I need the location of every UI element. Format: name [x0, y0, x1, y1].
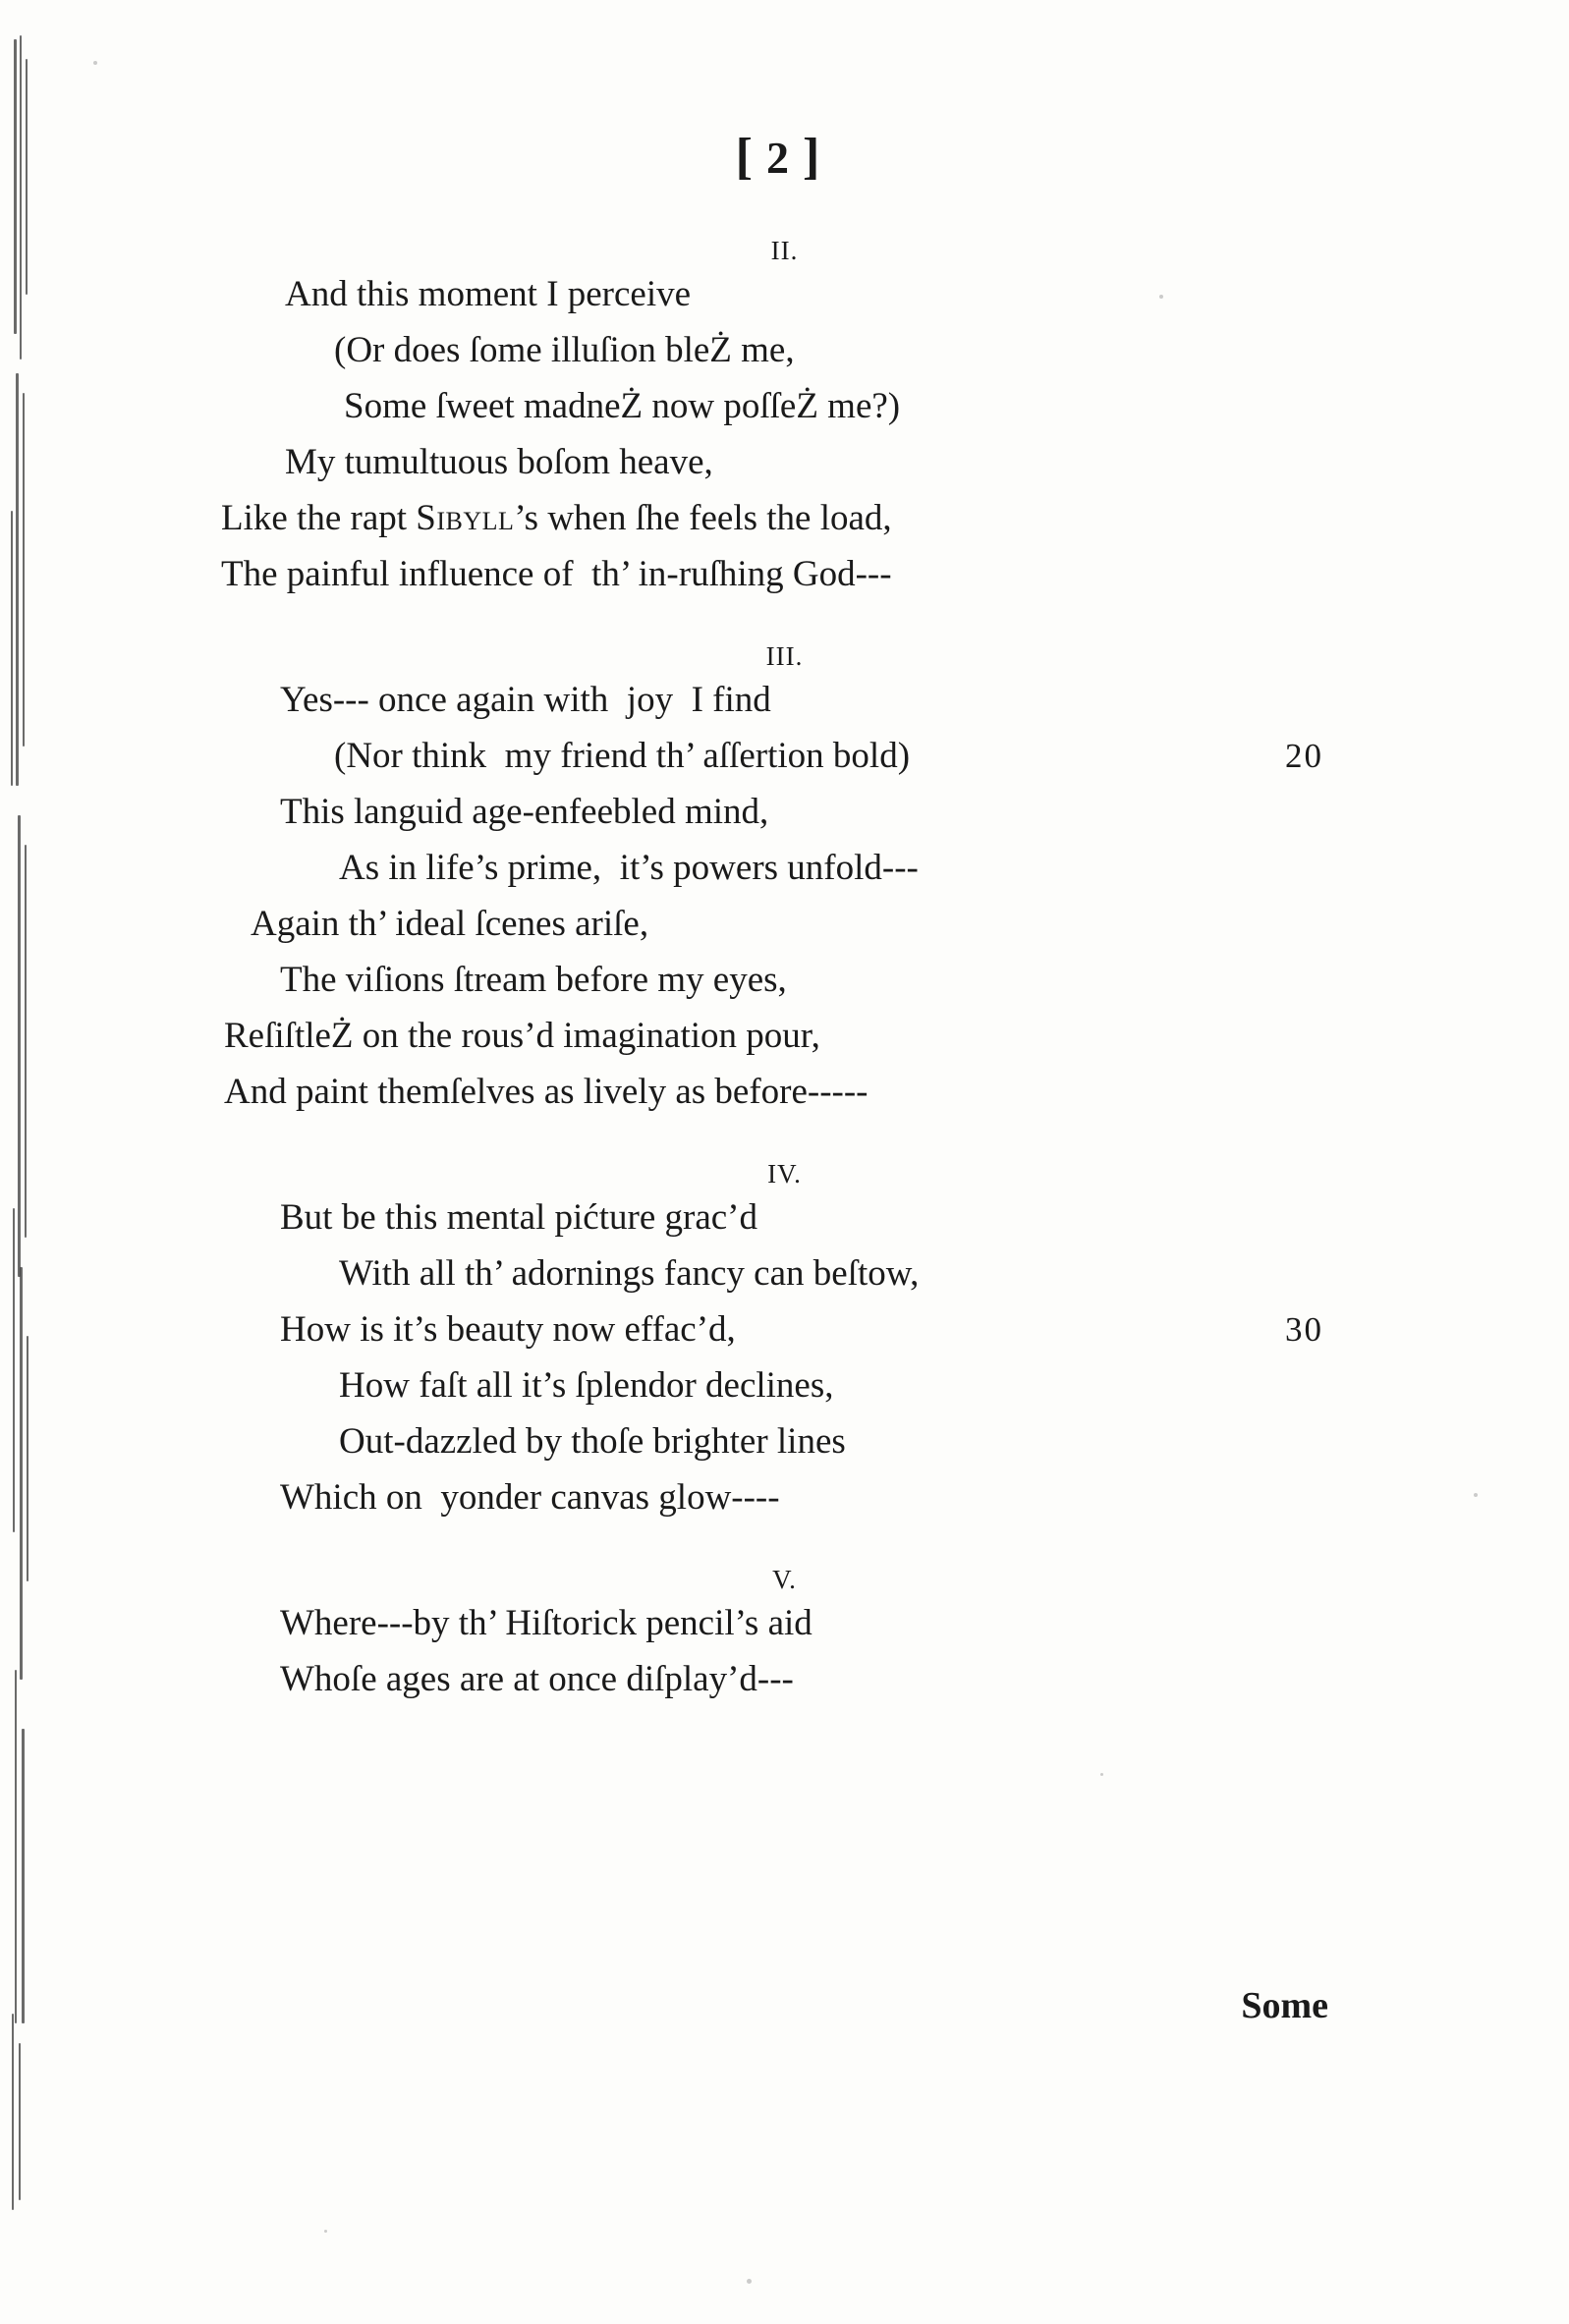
stanza [0, 641, 1569, 1120]
page-number-value: 2 [766, 133, 803, 183]
poem-line [0, 728, 1569, 784]
poem-line-text: Which on yonder canvas glow---- [280, 1477, 780, 1518]
poem-line [0, 266, 1569, 322]
poem-line-text: Whoſe ages are at once diſplay’d--- [280, 1659, 794, 1699]
poem-line-text: Out-dazzled by thoſe brighter lines [339, 1421, 846, 1462]
poem-line [0, 546, 1569, 602]
poem-line-text: (Or does ſome illuſion bleŻ me, [334, 330, 795, 370]
poem-line-text: And paint themſelves as lively as before----- [224, 1072, 869, 1112]
poem-line-text: Again th’ ideal ſcenes ariſe, [251, 904, 649, 944]
poem-line [0, 1357, 1569, 1413]
bracket-left: [ [735, 129, 766, 185]
poem-line [0, 896, 1569, 952]
poem-line [0, 378, 1569, 434]
poem-line-text: The painful influence of th’ in-ruſhing God--- [221, 554, 892, 594]
stanza [0, 1565, 1569, 1707]
poem-line [0, 1190, 1569, 1245]
poem-line [0, 1301, 1569, 1357]
line-number-marginal: 20 [1285, 737, 1323, 775]
poem-line [0, 952, 1569, 1008]
poem-line-text: Some ſweet madneŻ now poſſeŻ me?) [344, 386, 901, 426]
poem-line-text: This languid age-enfeebled mind, [280, 792, 769, 832]
poem-line [0, 840, 1569, 896]
stanza [0, 236, 1569, 602]
poem-line-text: But be this mental pićture grac’d [280, 1197, 757, 1238]
poem-line [0, 490, 1569, 546]
bracket-right: ] [803, 129, 834, 185]
stanza-numeral: II. [770, 236, 799, 265]
poem-line-text: My tumultuous boſom heave, [285, 442, 713, 482]
poem-line-text: Yes--- once again with joy I find [280, 680, 771, 720]
poem-line-text: How is it’s beauty now effac’d, [280, 1309, 736, 1350]
poem-line-text: As in life’s prime, it’s powers unfold--- [339, 848, 919, 888]
stanza-numeral: V. [772, 1565, 797, 1594]
poem-line-text: Where---by th’ Hiſtorick pencil’s aid [280, 1603, 813, 1643]
poem-line [0, 672, 1569, 728]
catchword: Some [1241, 1985, 1328, 2026]
poem-line-text: (Nor think my friend th’ aſſertion bold) [334, 736, 911, 776]
stanza-numeral: IV. [767, 1159, 802, 1189]
poem-line [0, 1469, 1569, 1525]
poem-line [0, 784, 1569, 840]
poem-line [0, 1245, 1569, 1301]
poem-line [0, 1413, 1569, 1469]
poem-body [0, 236, 1569, 1721]
poem-line-text: And this moment I perceive [285, 274, 692, 314]
poem-line-text: Like the rapt Sibyll’s when ſhe feels the load, [221, 498, 892, 538]
poem-line-text: The viſions ſtream before my eyes, [280, 960, 787, 1000]
poem-line [0, 1595, 1569, 1651]
poem-line [0, 322, 1569, 378]
poem-line [0, 1008, 1569, 1064]
poem-line [0, 1651, 1569, 1707]
poem-line [0, 1064, 1569, 1120]
poem-line-text: How faſt all it’s ſplendor declines, [339, 1365, 834, 1406]
stanza [0, 1159, 1569, 1525]
poem-line [0, 434, 1569, 490]
stanza-numeral: III. [765, 641, 804, 671]
poem-line-text: With all th’ adornings fancy can beſtow, [339, 1253, 920, 1294]
line-number-marginal: 30 [1285, 1310, 1323, 1349]
page-number-header [0, 128, 1569, 186]
poem-line-text: ReſiſtleŻ on the rous’d imagination pour, [224, 1016, 820, 1056]
